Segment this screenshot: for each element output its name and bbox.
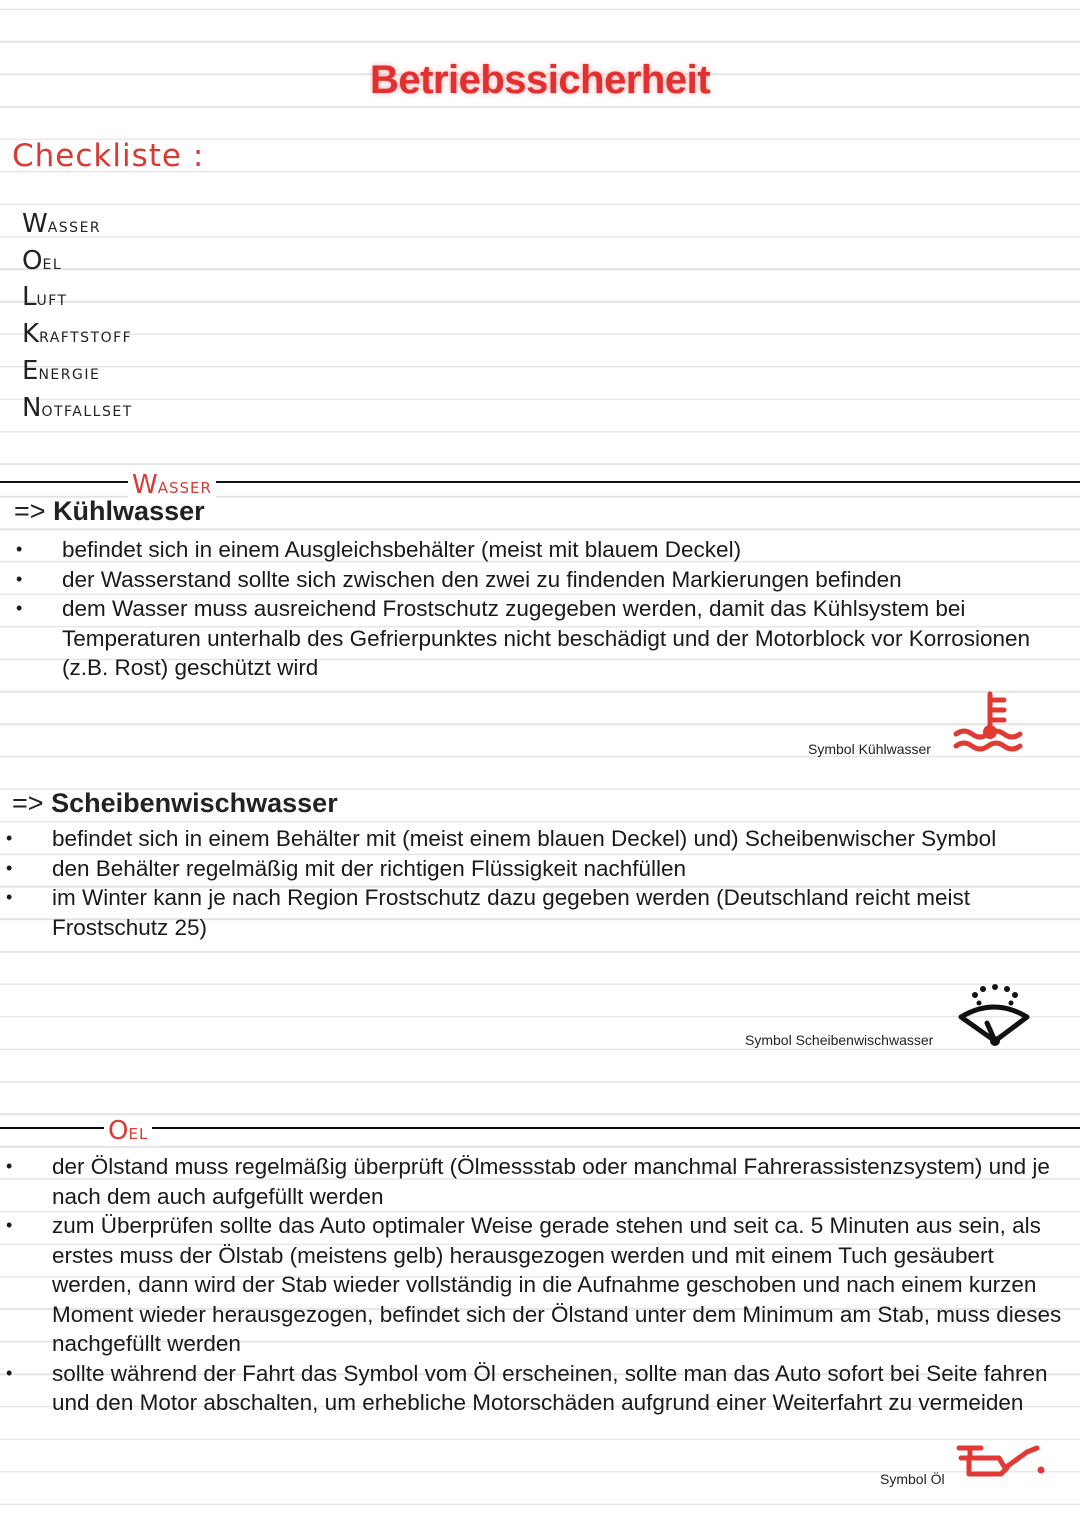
oil-can-icon	[955, 1440, 1047, 1480]
list-item: • dem Wasser muss ausreichend Frostschutz zugegeben werden, damit das Kühlsystem bei Temperaturen unterhalb des Gefrierpunktes nicht beschädigt und der Motorblock vor Korrosionen (z.B. Rost) geschützt wird	[62, 594, 1072, 683]
symbol-caption-kuehlwasser: Symbol Kühlwasser	[808, 741, 931, 757]
coolant-temperature-icon	[952, 690, 1032, 752]
washer-fluid-icon	[955, 983, 1033, 1047]
checklist-title: Checkliste :	[12, 138, 205, 174]
list-item: ENERGIE	[22, 355, 101, 386]
list-item: KRAFTSTOFF	[22, 319, 133, 350]
section-divider-oel	[0, 1127, 1080, 1129]
scheibenwischwasser-list	[52, 824, 1052, 942]
list-item: NOTFALLSET	[22, 392, 133, 423]
list-item: • zum Überprüfen sollte das Auto optimaler Weise gerade stehen und seit ca. 5 Minuten aus sein, als erstes muss der Ölstab (meistens gelb) herausgezogen werden und mit einem Tuch gesäubert werden, dann wird der Stab wieder vollständig in die Aufnahme geschoben und nach einem kurzen Moment wieder herausgezogen, befindet sich der Ölstand unter dem Minimum am Stab, muss dieses nachgefüllt werden	[52, 1211, 1072, 1359]
list-item: • der Ölstand muss regelmäßig überprüft (Ölmessstab oder manchmal Fahrerassistenzsystem) und je nach dem auch aufgefüllt werden	[52, 1152, 1072, 1211]
list-item: OEL	[22, 245, 63, 276]
page-title	[0, 58, 1080, 103]
symbol-caption-scheibenwischwasser: Symbol Scheibenwischwasser	[745, 1032, 934, 1048]
list-item: WASSER	[22, 209, 102, 239]
oel-list	[52, 1152, 1072, 1418]
list-item: • den Behälter regelmäßig mit der richtigen Flüssigkeit nachfüllen	[52, 854, 1052, 884]
list-item: LUFT	[22, 282, 68, 313]
checklist-acronym-list	[22, 208, 133, 428]
list-item: • sollte während der Fahrt das Symbol vom Öl erscheinen, sollte man das Auto sofort bei Seite fahren und den Motor abschalten, um erhebliche Motorschäden aufgrund einer Weiterfahrt zu vermeiden	[52, 1359, 1072, 1418]
section-label-oel: OEL	[104, 1116, 152, 1146]
kuehlwasser-heading: => Kühlwasser	[14, 496, 205, 526]
list-item: • der Wasserstand sollte sich zwischen den zwei zu findenden Markierungen befinden	[62, 565, 1072, 595]
page-title-text: Betriebssicherheit	[369, 58, 711, 102]
section-label-wasser: WASSER	[128, 470, 216, 500]
list-item: • befindet sich in einem Ausgleichsbehälter (meist mit blauem Deckel)	[62, 535, 1072, 565]
scheibenwischwasser-heading: => Scheibenwischwasser	[12, 788, 338, 818]
kuehlwasser-list	[62, 535, 1072, 683]
list-item: • im Winter kann je nach Region Frostschutz dazu gegeben werden (Deutschland reicht meist Frostschutz 25)	[52, 883, 1052, 942]
list-item: • befindet sich in einem Behälter mit (meist einem blauen Deckel) und) Scheibenwischer Symbol	[52, 824, 1052, 854]
symbol-caption-oel: Symbol Öl	[880, 1471, 945, 1487]
